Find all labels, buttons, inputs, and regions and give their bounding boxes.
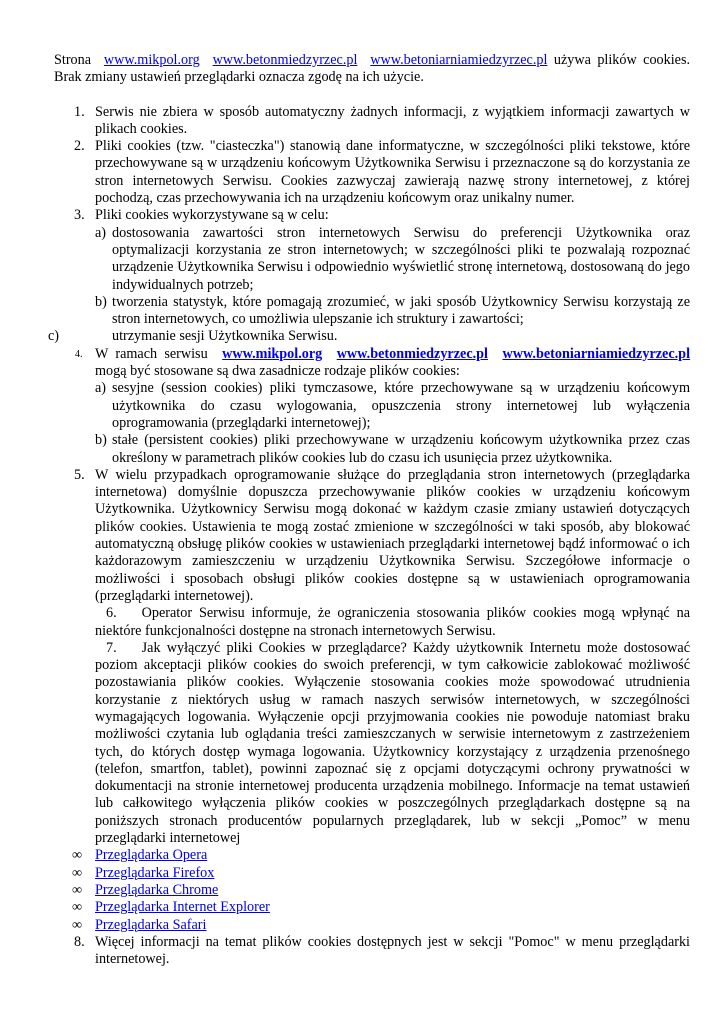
sub-letter: a) — [95, 224, 107, 241]
sub-item-3c — [48, 328, 690, 345]
sub-item-3a — [54, 225, 690, 294]
list-item-3 — [54, 207, 690, 224]
sub-text: stałe (persistent cookies) pliki przechowywane w urządzeniu końcowym użytkownika przez czas określony w parametrach plików cookies lub do czasu ich usunięcia przez użytkownika. — [112, 432, 690, 466]
item-text: Jak wyłączyć pliki Cookies w przeglądarce? Każdy użytkownik Internetu może dostosować poziom akceptacji plików cookies do swoich preferencji, w tym całkowicie zablokować możliwość pozostawiania plików cookies. Wyłączenie stosowania cookies może spowodować utrudnienia korzystanie z niektórych usług w ramach naszych serwisów internetowych, w szczególności wymagających logowania. Wyłączenie opcji przyjmowania cookies nie powoduje natomiast braku możliwości czytania lub oglądania treści zamieszczanych w serwisie internetowym z zastrzeżeniem tych, do których dostęp wymaga logowania. Użytkownicy korzystający z urządzenia przenośnego (telefon, smartfon, tablet), powinni zapoznać się z opcjami dotyczącymi ochrony prywatności w dokumentacji na stronie internetowej producenta urządzenia mobilnego. Informacje na temat ustawień lub całkowitego wyłączenia plików cookies w poszczególnych przeglądarkach dostępne są na poniższych stronach producentów popularnych przeglądarek, lub w sekcji „Pomoc” w menu przeglądarki internetowej — [95, 639, 690, 847]
infinity-bullet-icon: ∞ — [72, 847, 83, 864]
sub-letter: b) — [95, 293, 107, 310]
cookie-policy-document — [48, 52, 691, 968]
list-item-8 — [54, 934, 690, 969]
sub-letter: a) — [95, 380, 107, 397]
list-item-6 — [54, 605, 690, 640]
list-item-5 — [54, 467, 690, 605]
list-item-2 — [54, 138, 690, 207]
chrome-link[interactable]: Przeglądarka Chrome — [95, 881, 219, 898]
item-number: 6. — [106, 605, 117, 622]
list-item-4 — [54, 346, 690, 381]
link-betonmiedzyrzec-bold[interactable]: www.betonmiedzyrzec.pl — [336, 345, 488, 362]
intro-paragraph — [54, 52, 690, 87]
link-betonmiedzyrzec[interactable]: www.betonmiedzyrzec.pl — [212, 52, 358, 68]
item-text: W wielu przypadkach oprogramowanie służące do przeglądania stron internetowych (przeglądarka internetowa) domyślnie dopuszcza przechowywanie plików cookies w urządzeniu końcowym Użytkownika. Użytkownicy Serwisu mogą dokonać w każdym czasie zmiany ustawień dotyczących plików cookies. Ustawienia te mogą zostać zmienione w szczególności w taki sposób, aby blokować automatyczną obsługę plików cookies w ustawieniach przeglądarki internetowej bądź informować o ich każdorazowym zamieszczeniu w urządzeniu Użytkownika Serwisu. Szczegółowe informacje o możliwości i sposobach obsługi plików cookies dostępne są w ustawieniach oprogramowania (przeglądarki internetowej). — [95, 466, 690, 604]
sub-text: dostosowania zawartości stron internetowych Serwisu do preferencji Użytkownika oraz optymalizacji korzystania ze stron internetowych; w szczególności pliki te pozwalają rozpoznać urządzenie Użytkownika Serwisu i odpowiednio wyświetlić stronę internetową, dostosowaną do jego indywidualnych potrzeb; — [112, 224, 690, 293]
infinity-bullet-icon: ∞ — [72, 899, 83, 916]
item-number: 3. — [74, 207, 85, 224]
browser-link-safari — [54, 917, 690, 934]
link-betoniarniamiedzyrzec[interactable]: www.betoniarniamiedzyrzec.pl — [370, 52, 548, 68]
item-number: 8. — [74, 933, 85, 950]
sub-item-3b — [54, 294, 690, 329]
item-text: Operator Serwisu informuje, że ograniczenia stosowania plików cookies mogą wpłynąć na niektóre funkcjonalności dostępne na stronach internetowych Serwisu. — [95, 605, 690, 639]
sub-letter: c) — [48, 328, 60, 345]
item-text: Pliki cookies (tzw. "ciasteczka") stanowią dane informatyczne, w szczególności pliki tekstowe, które przechowywane są w urządzeniu końcowym Użytkownika Serwisu i przeznaczone są do korzystania ze stron internetowych Serwisu. Cookies zazwyczaj zawierają nazwę strony internetowej, z której pochodzą, czas przechowywania ich na urządzeniu końcowym oraz unikalny numer. — [95, 138, 690, 207]
browser-link-chrome — [54, 882, 690, 899]
sub-item-4a — [54, 380, 690, 432]
item-text: Serwis nie zbiera w sposób automatyczny żadnych informacji, z wyjątkiem informacji zawartych w plikach cookies. — [95, 103, 690, 137]
list-item-1 — [54, 104, 690, 139]
item-number: 1. — [74, 103, 85, 120]
internet-explorer-link[interactable]: Przeglądarka Internet Explorer — [95, 899, 270, 916]
infinity-bullet-icon: ∞ — [72, 916, 83, 933]
sub-text: tworzenia statystyk, które pomagają zrozumieć, w jaki sposób Użytkownicy Serwisu korzystają ze stron internetowych, co umożliwia ulepszanie ich struktury i zawartości; — [112, 293, 690, 328]
item-number: 5. — [74, 466, 85, 483]
item-number: 7. — [106, 639, 117, 656]
link-mikpol-bold[interactable]: www.mikpol.org — [222, 345, 323, 362]
infinity-bullet-icon: ∞ — [72, 881, 83, 898]
item-number: 2. — [74, 138, 85, 155]
browser-link-firefox — [54, 865, 690, 882]
infinity-bullet-icon: ∞ — [72, 864, 83, 881]
browser-link-opera — [54, 847, 690, 864]
intro-suffix: używa plików cookies. Brak zmiany ustawień przeglądarki oznacza zgodę na ich użycie. — [54, 52, 691, 86]
item-number: 4. — [75, 348, 83, 360]
list-item-7 — [54, 640, 690, 848]
sub-text: sesyjne (session cookies) pliki tymczasowe, które przechowywane są w urządzeniu końcowym użytkownika do czasu wylogowania, opuszczenia strony internetowej lub wyłączenia oprogramowania (przeglądarki internetowej); — [112, 380, 690, 431]
firefox-link[interactable]: Przeglądarka Firefox — [95, 864, 215, 881]
safari-link[interactable]: Przeglądarka Safari — [95, 916, 207, 933]
intro-prefix: Strona — [54, 52, 92, 68]
browser-link-ie — [54, 899, 690, 916]
link-mikpol[interactable]: www.mikpol.org — [103, 52, 200, 68]
opera-link[interactable]: Przeglądarka Opera — [95, 847, 208, 864]
sub-item-4b — [54, 432, 690, 467]
sub-text: utrzymanie sesji Użytkownika Serwisu. — [112, 328, 338, 345]
sub-letter: b) — [95, 432, 107, 449]
item-text: Więcej informacji na temat plików cookies dostępnych jest w sekcji "Pomoc" w menu przeglądarki internetowej. — [95, 933, 690, 968]
item-suffix: mogą być stosowane są dwa zasadnicze rodzaje plików cookies: — [95, 363, 460, 380]
link-betoniarniamiedzyrzec-bold[interactable]: www.betoniarniamiedzyrzec.pl — [502, 345, 691, 362]
item-prefix: W ramach serwisu — [95, 345, 208, 362]
item-text: Pliki cookies wykorzystywane są w celu: — [95, 207, 329, 224]
